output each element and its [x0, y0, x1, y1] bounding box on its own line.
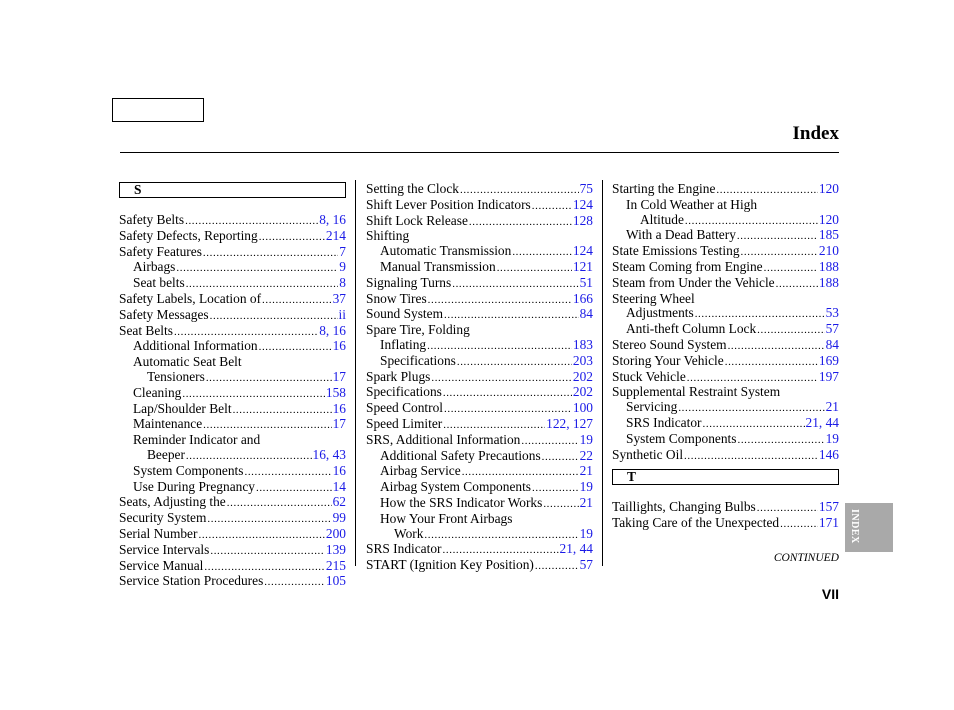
- page-reference-link[interactable]: 8, 16: [319, 212, 346, 227]
- index-subheading: In Cold Weather at High: [626, 196, 758, 212]
- index-entry-label: SRS Indicator: [366, 541, 442, 557]
- dot-leader: [535, 559, 579, 574]
- index-entry-label: Security System: [119, 510, 207, 526]
- dot-leader: [703, 417, 805, 432]
- index-entry: [612, 213, 839, 229]
- index-entry-label: Work: [394, 525, 424, 541]
- page-reference-link[interactable]: 22: [579, 447, 593, 463]
- index-entry: [366, 307, 593, 323]
- index-entry-label: Use During Pregnancy: [133, 478, 255, 494]
- dot-leader: [176, 261, 338, 276]
- index-entry-label: Anti-theft Column Lock: [626, 321, 757, 337]
- page-reference-link[interactable]: 188: [818, 258, 839, 274]
- index-entry: [366, 292, 593, 308]
- index-entry-label: Beeper: [147, 446, 185, 462]
- index-entry-label: Service Intervals: [119, 541, 210, 557]
- page-reference-link[interactable]: 16: [332, 400, 346, 416]
- index-entry-label: Airbag System Components: [380, 479, 532, 495]
- index-entry: [366, 496, 593, 512]
- index-entry: [119, 260, 346, 276]
- page-reference-link[interactable]: 197: [818, 368, 839, 384]
- index-entry-label: Seat Belts: [119, 322, 173, 338]
- dot-leader: [182, 387, 325, 402]
- dot-leader: [233, 403, 332, 418]
- page-reference-link[interactable]: 21, 44: [805, 414, 839, 430]
- index-entry-label: Safety Messages: [119, 306, 209, 322]
- dot-leader: [210, 309, 338, 324]
- page-number: VII: [821, 586, 839, 602]
- dot-leader: [443, 418, 545, 433]
- index-entry: [612, 338, 839, 354]
- dot-leader: [186, 277, 339, 292]
- index-entry: [366, 338, 593, 354]
- dot-leader: [532, 481, 579, 496]
- index-entry: [366, 198, 593, 214]
- index-entry-label: Stuck Vehicle: [612, 368, 686, 384]
- dot-leader: [764, 261, 818, 276]
- dot-leader: [244, 465, 331, 480]
- index-entry-label: Servicing: [626, 399, 678, 415]
- index-entry-label: Stereo Sound System: [612, 336, 727, 352]
- index-entry: [119, 324, 346, 340]
- index-entry: [366, 276, 593, 292]
- index-entry-label: Seat belts: [133, 275, 185, 291]
- index-entry: [612, 322, 839, 338]
- dot-leader: [741, 245, 818, 260]
- page-reference-link[interactable]: 9: [339, 259, 346, 275]
- index-entry-label: SRS Indicator: [626, 414, 702, 430]
- dot-leader: [532, 199, 572, 214]
- dot-leader: [443, 543, 559, 558]
- index-entry-label: Service Manual: [119, 557, 204, 573]
- page-reference-link[interactable]: 8: [339, 275, 346, 291]
- index-subheading: Shifting: [366, 228, 410, 244]
- index-entry: [119, 308, 346, 324]
- index-entry: [612, 432, 839, 448]
- dot-leader: [207, 512, 331, 527]
- title-rule: [120, 152, 839, 153]
- dot-leader: [198, 528, 324, 543]
- dot-leader: [444, 402, 572, 417]
- index-entry-label: Starting the Engine: [612, 181, 716, 196]
- index-entry-label: Tensioners: [147, 368, 205, 384]
- index-entry: [119, 448, 346, 464]
- dot-leader: [725, 355, 818, 370]
- page-reference-link[interactable]: 19: [579, 431, 593, 447]
- index-entry: [366, 260, 593, 276]
- index-entry-label: State Emissions Testing: [612, 243, 740, 259]
- dot-leader: [443, 386, 572, 401]
- index-entry-label: Additional Information: [133, 338, 258, 354]
- page-reference-link[interactable]: 214: [325, 227, 346, 243]
- index-entry: [119, 213, 346, 229]
- index-entry-label: Speed Control: [366, 400, 443, 416]
- dot-leader: [431, 371, 572, 386]
- index-column-2: [366, 182, 593, 574]
- page-reference-link[interactable]: 14: [332, 478, 346, 494]
- index-subheading: Automatic Seat Belt: [133, 354, 242, 370]
- dot-leader: [428, 293, 572, 308]
- dot-leader: [462, 465, 579, 480]
- dot-leader: [264, 575, 325, 590]
- dot-leader: [210, 544, 325, 559]
- dot-leader: [542, 450, 579, 465]
- dot-leader: [728, 339, 825, 354]
- dot-leader: [186, 449, 312, 464]
- dot-leader: [776, 277, 818, 292]
- page-reference-link[interactable]: 146: [818, 446, 839, 462]
- page-reference-link[interactable]: 8, 16: [319, 322, 346, 338]
- page-reference-link[interactable]: 169: [818, 352, 839, 368]
- page-reference-link[interactable]: ii: [338, 306, 346, 322]
- index-entry-label: Additional Safety Precautions: [380, 447, 541, 463]
- index-entry-label: Automatic Transmission: [380, 243, 512, 259]
- index-entry: [612, 354, 839, 370]
- index-entry-label: Airbags: [133, 259, 176, 275]
- page-reference-link[interactable]: 84: [825, 336, 839, 352]
- page-reference-link[interactable]: 210: [818, 243, 839, 259]
- page-reference-link[interactable]: 121: [572, 258, 593, 274]
- page-reference-link[interactable]: 16: [332, 462, 346, 478]
- index-entry: [366, 527, 593, 543]
- index-entry: [612, 516, 839, 532]
- index-entry: [366, 182, 593, 198]
- index-entry-label: Specifications: [366, 384, 442, 400]
- index-entry: [366, 370, 593, 386]
- dot-leader: [737, 229, 818, 244]
- index-entry: [366, 214, 593, 230]
- index-entry: [119, 245, 346, 261]
- index-entry: [366, 354, 593, 370]
- dot-leader: [460, 183, 579, 198]
- index-entry: [119, 370, 346, 386]
- dot-leader: [203, 246, 338, 261]
- dot-leader: [262, 293, 332, 308]
- page-reference-link[interactable]: 202: [572, 384, 593, 400]
- index-entry-label: Manual Transmission: [380, 258, 496, 274]
- page-reference-link[interactable]: 21: [579, 463, 593, 479]
- index-entry-label: Snow Tires: [366, 290, 427, 306]
- index-subheading: Steering Wheel: [612, 290, 695, 306]
- column-divider-1: [355, 180, 356, 566]
- page-reference-link[interactable]: 124: [572, 196, 593, 212]
- index-entry: [119, 511, 346, 527]
- index-column-3: [612, 182, 839, 532]
- index-entry-label: Specifications: [380, 352, 456, 368]
- index-entry-label: Shift Lever Position Indicators: [366, 196, 531, 212]
- page-reference-link[interactable]: 19: [579, 525, 593, 541]
- index-entry: [366, 385, 593, 401]
- index-entry: [119, 559, 346, 575]
- section-letter-header: S: [119, 182, 346, 198]
- page-reference-link[interactable]: 37: [332, 290, 346, 306]
- index-entry-label: START (Ignition Key Position): [366, 557, 534, 573]
- dot-leader: [543, 497, 578, 512]
- index-entry-label: Altitude: [640, 211, 684, 227]
- dot-leader: [737, 433, 824, 448]
- page-reference-link[interactable]: 128: [572, 212, 593, 228]
- page-reference-link[interactable]: 200: [325, 525, 346, 541]
- index-entry-label: Serial Number: [119, 525, 198, 541]
- dot-leader: [444, 308, 579, 323]
- index-entry: [119, 574, 346, 590]
- page-reference-link[interactable]: 171: [818, 515, 839, 531]
- page-reference-link[interactable]: 158: [325, 384, 346, 400]
- page-reference-link[interactable]: 21, 44: [559, 541, 593, 557]
- page-reference-link[interactable]: 202: [572, 368, 593, 384]
- page-title: Index: [792, 123, 839, 144]
- index-entry-label: Speed Limiter: [366, 415, 443, 431]
- index-entry: [119, 229, 346, 245]
- page-reference-link[interactable]: 16: [332, 338, 346, 354]
- index-tab[interactable]: [845, 503, 893, 552]
- dot-leader: [204, 560, 325, 575]
- dot-leader: [227, 496, 332, 511]
- index-entry-label: Cleaning: [133, 384, 182, 400]
- index-tab-label: INDEX: [849, 509, 860, 544]
- dot-leader: [757, 323, 824, 338]
- index-entry-label: Sound System: [366, 306, 444, 322]
- dot-leader: [497, 261, 572, 276]
- index-entry: [119, 339, 346, 355]
- dot-leader: [259, 340, 332, 355]
- index-entry-label: Safety Labels, Location of: [119, 290, 262, 306]
- index-entry-label: Taking Care of the Unexpected: [612, 515, 780, 531]
- index-entry-label: With a Dead Battery: [626, 227, 736, 243]
- page-reference-link[interactable]: 139: [325, 541, 346, 557]
- index-entry: [366, 542, 593, 558]
- index-entry-label: Safety Features: [119, 243, 202, 259]
- dot-leader: [185, 214, 318, 229]
- index-column-1: [119, 182, 346, 590]
- index-entry: [366, 401, 593, 417]
- page-reference-link[interactable]: 17: [332, 416, 346, 432]
- dot-leader: [678, 401, 824, 416]
- dot-leader: [716, 183, 818, 198]
- index-entry: [366, 558, 593, 574]
- page-reference-link[interactable]: 19: [825, 430, 839, 446]
- index-entry: [119, 480, 346, 496]
- page-reference-link[interactable]: 120: [818, 181, 839, 196]
- index-entry: [119, 276, 346, 292]
- index-entry: [119, 292, 346, 308]
- index-entry: [612, 400, 839, 416]
- index-entry-label: Steam from Under the Vehicle: [612, 274, 775, 290]
- page-reference-link[interactable]: 17: [332, 368, 346, 384]
- dot-leader: [424, 528, 578, 543]
- index-entry: [119, 464, 346, 480]
- index-entry: [366, 464, 593, 480]
- index-entry: [119, 386, 346, 402]
- index-entry-label: Seats, Adjusting the: [119, 494, 226, 510]
- index-entry-label: Storing Your Vehicle: [612, 352, 724, 368]
- dot-leader: [452, 277, 578, 292]
- index-entry-label: Safety Defects, Reporting: [119, 227, 258, 243]
- dot-leader: [206, 371, 332, 386]
- page-reference-link[interactable]: 75: [579, 181, 593, 196]
- dot-leader: [256, 481, 332, 496]
- page-reference-link[interactable]: 19: [579, 479, 593, 495]
- dot-leader: [469, 215, 572, 230]
- index-subheading: How Your Front Airbags: [380, 510, 513, 526]
- page-reference-link[interactable]: 183: [572, 336, 593, 352]
- index-entry: [119, 417, 346, 433]
- index-entry: [612, 500, 839, 516]
- index-entry: [366, 417, 593, 433]
- dot-leader: [684, 449, 818, 464]
- dot-leader: [457, 355, 572, 370]
- index-entry: [612, 276, 839, 292]
- index-entry-label: Inflating: [380, 336, 427, 352]
- continued-note: CONTINUED: [773, 552, 839, 564]
- index-subheading: Supplemental Restraint System: [612, 384, 781, 400]
- dot-leader: [685, 214, 818, 229]
- dot-leader: [521, 434, 578, 449]
- page-reference-link[interactable]: 62: [332, 494, 346, 510]
- index-entry: [612, 228, 839, 244]
- index-entry: [612, 244, 839, 260]
- page-reference-link[interactable]: 51: [579, 274, 593, 290]
- index-entry-label: Spark Plugs: [366, 368, 431, 384]
- index-entry-label: Synthetic Oil: [612, 446, 684, 462]
- index-entry: [612, 416, 839, 432]
- page-reference-link[interactable]: 84: [579, 306, 593, 322]
- page-reference-link[interactable]: 122, 127: [546, 415, 593, 431]
- section-letter-header: T: [612, 469, 839, 485]
- index-entry: [119, 543, 346, 559]
- index-entry-label: Service Station Procedures: [119, 573, 264, 589]
- page-reference-link[interactable]: 166: [572, 290, 593, 306]
- index-entry-label: Adjustments: [626, 305, 694, 321]
- page-reference-link[interactable]: 203: [572, 352, 593, 368]
- index-entry: [119, 527, 346, 543]
- dot-leader: [695, 307, 825, 322]
- index-subheading: Spare Tire, Folding: [366, 322, 470, 338]
- page-reference-link[interactable]: 99: [332, 510, 346, 526]
- index-entry: [612, 182, 839, 198]
- index-entry: [366, 244, 593, 260]
- index-entry-label: Shift Lock Release: [366, 212, 468, 228]
- index-entry: [366, 480, 593, 496]
- page-reference-link[interactable]: 157: [818, 499, 839, 515]
- index-entry-label: System Components: [133, 462, 244, 478]
- page-reference-link[interactable]: 185: [818, 227, 839, 243]
- index-entry: [366, 449, 593, 465]
- dot-leader: [203, 418, 331, 433]
- dot-leader: [174, 325, 318, 340]
- dot-leader: [427, 339, 572, 354]
- index-subheading: Reminder Indicator and: [133, 432, 261, 448]
- index-entry: [612, 448, 839, 464]
- index-entry: [366, 433, 593, 449]
- page-reference-link[interactable]: 100: [572, 400, 593, 416]
- page-reference-link[interactable]: 215: [325, 557, 346, 573]
- index-entry: [612, 370, 839, 386]
- dot-leader: [687, 371, 818, 386]
- page-reference-link[interactable]: 7: [339, 243, 346, 259]
- page-reference-link[interactable]: 57: [825, 321, 839, 337]
- index-entry-label: Safety Belts: [119, 212, 185, 227]
- dot-leader: [259, 230, 325, 245]
- page-reference-link[interactable]: 21: [825, 399, 839, 415]
- index-entry: [119, 495, 346, 511]
- index-entry-label: How the SRS Indicator Works: [380, 494, 543, 510]
- index-entry-label: Signaling Turns: [366, 274, 452, 290]
- index-entry-label: SRS, Additional Information: [366, 431, 521, 447]
- index-entry-label: Lap/Shoulder Belt: [133, 400, 232, 416]
- page-reference-link[interactable]: 57: [579, 557, 593, 573]
- index-entry-label: Maintenance: [133, 416, 203, 432]
- index-entry-label: System Components: [626, 430, 737, 446]
- index-entry-label: Taillights, Changing Bulbs: [612, 499, 756, 515]
- index-entry: [612, 260, 839, 276]
- top-left-box: [112, 98, 204, 122]
- index-entry-label: Airbag Service: [380, 463, 461, 479]
- index-entry-label: Setting the Clock: [366, 181, 459, 196]
- index-entry: [119, 402, 346, 418]
- column-divider-2: [602, 180, 603, 566]
- index-entry-label: Steam Coming from Engine: [612, 258, 763, 274]
- page-reference-link[interactable]: 21: [579, 494, 593, 510]
- dot-leader: [780, 517, 818, 532]
- page-reference-link[interactable]: 124: [572, 243, 593, 259]
- dot-leader: [757, 501, 818, 516]
- index-entry: [612, 306, 839, 322]
- page-reference-link[interactable]: 188: [818, 274, 839, 290]
- dot-leader: [512, 245, 572, 260]
- page-reference-link[interactable]: 53: [825, 305, 839, 321]
- page-reference-link[interactable]: 16, 43: [312, 446, 346, 462]
- page-reference-link[interactable]: 105: [325, 573, 346, 589]
- page-reference-link[interactable]: 120: [818, 211, 839, 227]
